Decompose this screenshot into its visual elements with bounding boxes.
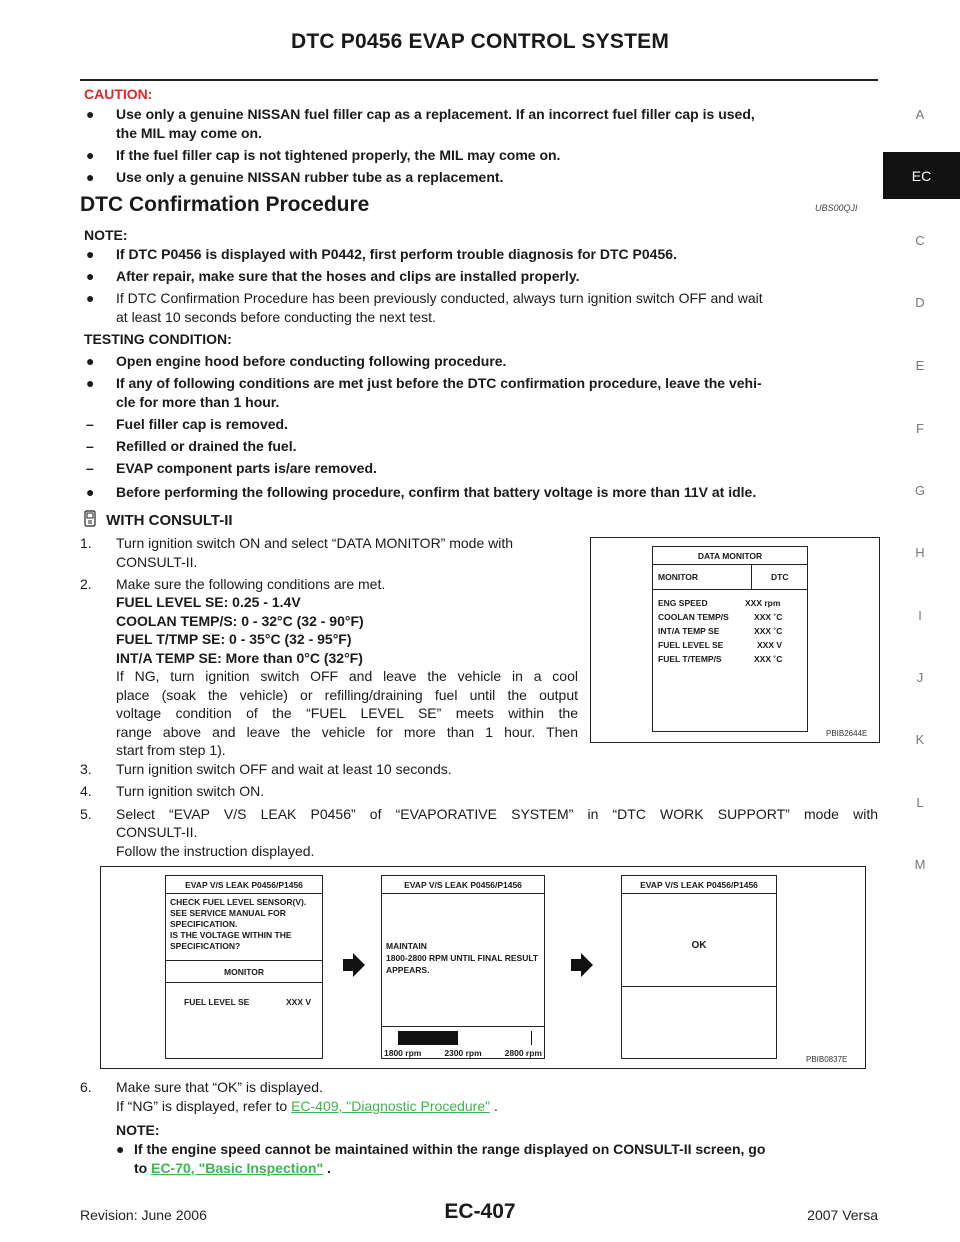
bullet-icon: ●	[86, 484, 95, 500]
step-1-cont: CONSULT-II.	[116, 554, 198, 570]
testing-subitem: – EVAP component parts is/are removed.	[86, 460, 377, 476]
condition-fuel-level: FUEL LEVEL SE: 0.25 - 1.4V	[116, 594, 301, 610]
monitor-row: COOLAN TEMP/S	[658, 612, 729, 622]
col-monitor: MONITOR	[658, 572, 698, 582]
rpm-bar-end	[531, 1031, 532, 1045]
dash-icon: –	[86, 416, 94, 432]
bullet-icon: ●	[86, 106, 95, 122]
testing-subitem: – Refilled or drained the fuel.	[86, 438, 297, 454]
evap-monitor-label: MONITOR	[166, 960, 322, 983]
tab-c[interactable]: C	[915, 233, 925, 248]
ng-text: place (soak the vehicle) or refilling/draining fuel until the output	[116, 687, 578, 703]
evap-screen-title: EVAP V/S LEAK P0456/P1456	[166, 876, 322, 894]
bullet-icon: ●	[86, 375, 95, 391]
footer-model: 2007 Versa	[807, 1207, 878, 1223]
arrow-right-icon	[569, 952, 595, 978]
evap-divider	[382, 1026, 544, 1027]
tab-i[interactable]: I	[918, 608, 922, 623]
evap-screen-title: EVAP V/S LEAK P0456/P1456	[622, 876, 776, 894]
bullet-icon: ●	[86, 268, 95, 284]
condition-fuel-tank-temp: FUEL T/TMP SE: 0 - 35°C (32 - 95°F)	[116, 631, 352, 647]
dash-icon: –	[86, 438, 94, 454]
page-number: EC-407	[444, 1200, 516, 1223]
evap-screen-title: EVAP V/S LEAK P0456/P1456	[382, 876, 544, 894]
section-title: DTC Confirmation Procedure	[80, 193, 370, 216]
evap-screen-instructions: MAINTAIN 1800-2800 RPM UNTIL FINAL RESULT APPEARS.	[386, 941, 539, 975]
monitor-row: ENG SPEED	[658, 598, 708, 608]
bullet-icon: ●	[86, 147, 95, 163]
link-diagnostic-procedure[interactable]: EC-409, "Diagnostic Procedure"	[291, 1098, 491, 1114]
tab-h[interactable]: H	[915, 545, 925, 560]
monitor-value: XXX ˚C	[754, 612, 783, 622]
bullet-icon: ●	[86, 169, 95, 185]
bullet-icon: ●	[116, 1141, 125, 1157]
monitor-value: XXX V	[757, 640, 783, 650]
ng-text: voltage condition of the “FUEL LEVEL SE” meets within the	[116, 705, 578, 721]
evap-screen-instructions: CHECK FUEL LEVEL SENSOR(V). SEE SERVICE MANUAL FOR SPECIFICATION. IS THE VOLTAGE WITHIN THE SPECIFICATION?	[170, 897, 307, 951]
monitor-row: FUEL T/TEMP/S	[658, 654, 722, 664]
data-monitor-screen	[652, 546, 808, 732]
rpm-bar-track	[398, 1031, 532, 1045]
evap-result-ok: OK	[691, 940, 707, 951]
link-basic-inspection[interactable]: EC-70, "Basic Inspection"	[151, 1160, 324, 1176]
footer-revision: Revision: June 2006	[80, 1207, 207, 1223]
step-6-ng: If “NG” is displayed, refer to EC-409, "Diagnostic Procedure" .	[116, 1098, 498, 1114]
note-label: NOTE:	[84, 227, 128, 243]
bullet-icon: ●	[86, 290, 95, 306]
figure-evap-leak-screens	[100, 866, 866, 1069]
monitor-row: FUEL LEVEL SE	[658, 640, 724, 650]
bullet-icon: ●	[86, 353, 95, 369]
header-rule	[80, 79, 878, 81]
evap-divider	[622, 986, 776, 987]
tab-ec-active[interactable]: EC	[883, 152, 960, 199]
evap-screen-ok	[621, 875, 777, 1059]
consult-tool-icon	[80, 510, 102, 528]
tab-l[interactable]: L	[916, 795, 924, 810]
col-dtc: DTC	[771, 572, 789, 582]
data-monitor-header	[653, 565, 807, 590]
tab-f[interactable]: F	[916, 421, 924, 436]
rpm-bar-fill	[398, 1031, 458, 1045]
evap-screen-check	[165, 875, 323, 1059]
ng-text: If NG, turn ignition switch OFF and leave the vehicle in a cool	[116, 668, 578, 684]
tab-j[interactable]: J	[916, 670, 924, 685]
evap-screen-maintain	[381, 875, 545, 1059]
step-5-cont: CONSULT-II.	[116, 824, 198, 840]
consult-heading: WITH CONSULT-II	[80, 510, 233, 529]
arrow-right-icon	[341, 952, 367, 978]
rpm-scale: 1800 rpm 2300 rpm 2800 rpm	[384, 1048, 542, 1058]
condition-intake-air-temp: INT/A TEMP SE: More than 0°C (32°F)	[116, 650, 363, 666]
bullet-icon: ●	[86, 246, 95, 262]
monitor-value: XXX ˚C	[754, 626, 783, 636]
tab-d[interactable]: D	[915, 295, 925, 310]
tab-a[interactable]: A	[915, 107, 925, 122]
monitor-value: XXX rpm	[745, 598, 781, 608]
tab-m[interactable]: M	[914, 857, 926, 872]
condition-coolant-temp: COOLAN TEMP/S: 0 - 32°C (32 - 90°F)	[116, 613, 364, 629]
section-code: UBS00QJI	[815, 203, 858, 213]
step-5-cont: Follow the instruction displayed.	[116, 843, 315, 859]
data-monitor-title: DATA MONITOR	[653, 547, 807, 565]
monitor-value: XXX ˚C	[754, 654, 783, 664]
caution-label: CAUTION:	[84, 86, 153, 102]
testing-subitem: – Fuel filler cap is removed.	[86, 416, 288, 432]
tab-e[interactable]: E	[915, 358, 925, 373]
figure-id: PBIB0837E	[806, 1055, 848, 1064]
testing-label: TESTING CONDITION:	[84, 331, 232, 347]
ng-text: range above and leave the vehicle for more than 1 hour. Then	[116, 724, 578, 740]
testing-item-cont: cle for more than 1 hour.	[116, 394, 280, 410]
tab-k[interactable]: K	[915, 732, 925, 747]
evap-monitor-value: XXX V	[286, 997, 312, 1007]
monitor-row: INT/A TEMP SE	[658, 626, 720, 636]
page-title: DTC P0456 EVAP CONTROL SYSTEM	[290, 30, 670, 53]
note-item-cont: at least 10 seconds before conducting the next test.	[116, 309, 436, 325]
note-label: NOTE:	[116, 1122, 160, 1138]
ng-text: start from step 1).	[116, 742, 226, 758]
col-divider	[751, 565, 752, 589]
caution-item-cont: the MIL may come on.	[116, 125, 262, 141]
tab-g[interactable]: G	[914, 483, 926, 498]
figure-data-monitor	[590, 537, 880, 743]
figure-id: PBIB2644E	[826, 729, 868, 738]
note-item-cont: to EC-70, "Basic Inspection" .	[134, 1160, 331, 1176]
evap-monitor-row: FUEL LEVEL SE	[184, 997, 250, 1007]
dash-icon: –	[86, 460, 94, 476]
